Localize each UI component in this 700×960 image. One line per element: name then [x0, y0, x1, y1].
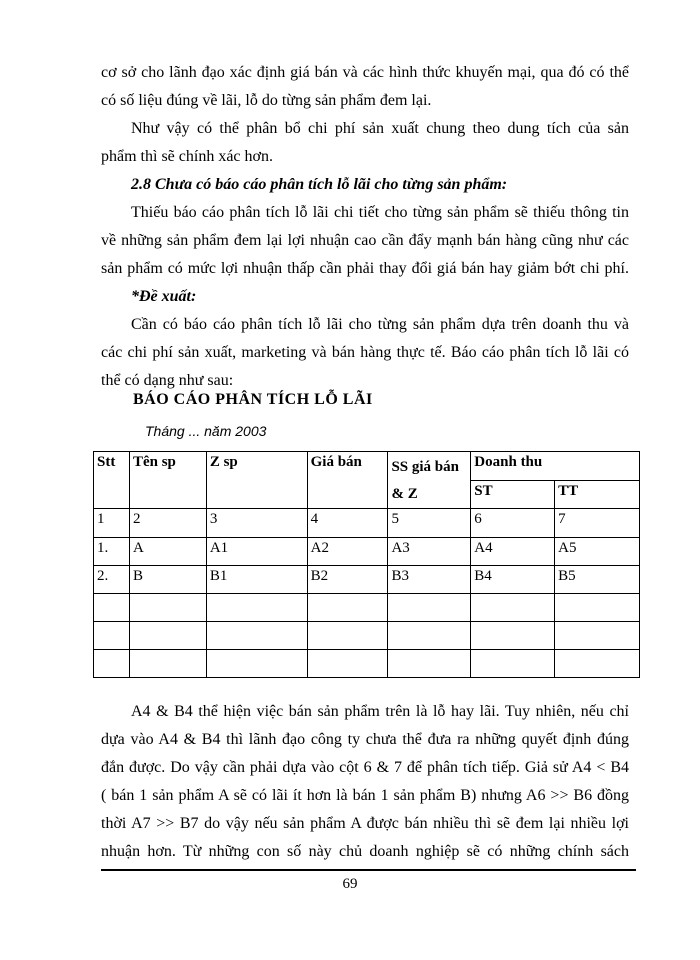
table-cell: A1 — [206, 538, 307, 566]
table-cell — [555, 622, 640, 650]
paragraph-3-line-3: sản phẩm có mức lợi nhuận thấp cần phải thay đổi giá bán hay giảm bớt chi phí. — [101, 260, 629, 277]
table-cell: A2 — [307, 538, 388, 566]
table-cell — [94, 622, 130, 650]
table-cell: B5 — [555, 566, 640, 594]
table-cell — [206, 650, 307, 678]
table-cell — [129, 594, 206, 622]
header-ss-line-1: SS giá bán — [391, 459, 459, 475]
table-cell: B2 — [307, 566, 388, 594]
header-doanh-thu: Doanh thu — [471, 452, 640, 481]
table-cell: 1 — [94, 509, 130, 538]
table-row — [94, 509, 640, 538]
table-cell: B1 — [206, 566, 307, 594]
paragraph-5-line-3: đắn được. Do vậy cần phải dựa vào cột 6 & 7 để phân tích tiếp. Giả sử A4 < B4 — [101, 759, 629, 776]
paragraph-3-line-1: Thiếu báo cáo phân tích lỗ lãi chi tiết cho từng sản phẩm sẽ thiếu thông tin — [131, 204, 629, 221]
paragraph-5-line-1: A4 & B4 thể hiện việc bán sản phẩm trên là lỗ hay lãi. Tuy nhiên, nếu chỉ — [131, 703, 629, 720]
table-cell — [206, 622, 307, 650]
section-heading: 2.8 Chưa có báo cáo phân tích lỗ lãi cho từng sản phẩm: — [131, 176, 508, 193]
table-cell: 1. — [94, 538, 130, 566]
table-cell: 3 — [206, 509, 307, 538]
table-cell: A4 — [471, 538, 555, 566]
table-cell: A5 — [555, 538, 640, 566]
table-row — [94, 594, 640, 622]
header-ten-sp: Tên sp — [129, 452, 206, 509]
report-title: BÁO CÁO PHÂN TÍCH LỖ LÃI — [133, 391, 373, 408]
table-cell: B4 — [471, 566, 555, 594]
table-cell: B — [129, 566, 206, 594]
footer-rule — [101, 869, 636, 871]
table-cell — [471, 650, 555, 678]
table-cell — [388, 594, 471, 622]
table-cell — [94, 650, 130, 678]
table-row — [94, 650, 640, 678]
paragraph-5-line-5: thời A7 >> B7 do vậy nếu sản phẩm A được bán nhiều thì sẽ đem lại nhiều lợi — [101, 815, 629, 832]
table-cell — [555, 650, 640, 678]
table-cell: B3 — [388, 566, 471, 594]
paragraph-5-line-2: dựa vào A4 & B4 thì lãnh đạo công ty chưa thể đưa ra những quyết định đúng — [101, 731, 629, 748]
table-row — [94, 538, 640, 566]
table-cell — [555, 594, 640, 622]
paragraph-5-line-4: ( bán 1 sản phẩm A sẽ có lãi ít hơn là bán 1 sản phẩm B) nhưng A6 >> B6 đồng — [101, 787, 629, 804]
header-z-sp: Z sp — [206, 452, 307, 509]
table-row — [94, 566, 640, 594]
report-table — [93, 451, 640, 678]
table-cell: A — [129, 538, 206, 566]
paragraph-4-line-3: thể có dạng như sau: — [101, 372, 234, 389]
table-cell — [307, 650, 388, 678]
header-ss-line-2: & Z — [391, 486, 418, 502]
table-cell: 5 — [388, 509, 471, 538]
header-gia-ban: Giá bán — [307, 452, 388, 509]
header-tt: TT — [555, 480, 640, 509]
table-cell — [206, 594, 307, 622]
paragraph-5-line-6: nhuận hơn. Từ những con số này chủ doanh nghiệp sẽ có những chính sách — [101, 843, 629, 860]
table-cell — [129, 650, 206, 678]
table-cell — [471, 622, 555, 650]
paragraph-4-line-2: các chi phí sản xuất, marketing và bán hàng thực tế. Báo cáo phân tích lỗ lãi có — [101, 344, 629, 361]
paragraph-4-line-1: Cần có báo cáo phân tích lỗ lãi cho từng sản phẩm dựa trên doanh thu và — [131, 316, 629, 333]
table-cell: 7 — [555, 509, 640, 538]
paragraph-1-line-2: có số liệu đúng về lãi, lỗ do từng sản phẩm đem lại. — [101, 92, 432, 109]
table-cell — [307, 594, 388, 622]
table-header-row — [94, 452, 640, 481]
header-stt: Stt — [94, 452, 130, 509]
table-cell: 2. — [94, 566, 130, 594]
table-row — [94, 622, 640, 650]
header-st: ST — [471, 480, 555, 509]
paragraph-2-line-1: Như vậy có thể phân bổ chi phí sản xuất chung theo dung tích của sản — [131, 120, 629, 137]
table-cell: 4 — [307, 509, 388, 538]
table-cell: 6 — [471, 509, 555, 538]
table-cell — [94, 594, 130, 622]
table-cell — [307, 622, 388, 650]
table-cell: 2 — [129, 509, 206, 538]
table-cell: A3 — [388, 538, 471, 566]
paragraph-1-line-1: cơ sở cho lãnh đạo xác định giá bán và các hình thức khuyến mại, qua đó có thể — [101, 64, 629, 81]
report-subtitle: Tháng ... năm 2003 — [145, 423, 267, 439]
table-cell — [388, 650, 471, 678]
table-cell — [388, 622, 471, 650]
proposal-label: *Đề xuất: — [131, 288, 197, 305]
paragraph-2-line-2: phẩm thì sẽ chính xác hơn. — [101, 148, 273, 165]
table-cell — [471, 594, 555, 622]
header-ss-gia-ban-z — [388, 452, 471, 509]
table-cell — [129, 622, 206, 650]
page-number: 69 — [342, 876, 358, 892]
paragraph-3-line-2: về những sản phẩm đem lại lợi nhuận cao cần đẩy mạnh bán hàng cũng như các — [101, 232, 629, 249]
